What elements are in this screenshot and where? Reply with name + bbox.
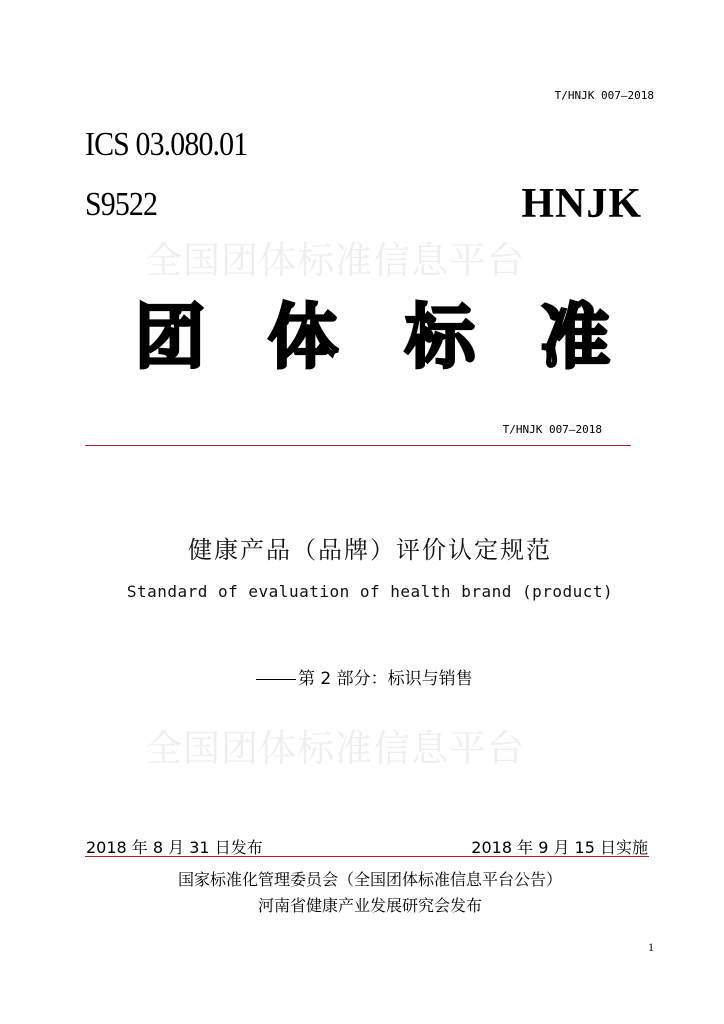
watermark-bottom: 全国团体标准信息平台 bbox=[145, 727, 525, 770]
standard-type-char-3: 标 bbox=[405, 296, 475, 378]
footer-divider bbox=[85, 856, 649, 857]
ccs-code: S9522 bbox=[85, 186, 158, 223]
brand-mark: HNJK bbox=[521, 181, 642, 227]
standard-type-char-4: 准 bbox=[540, 296, 610, 378]
title-english: Standard of evaluation of health brand (product) bbox=[126, 582, 614, 601]
watermark-top: 全国团体标准信息平台 bbox=[145, 239, 525, 282]
part-subtitle-text: 第 2 部分：标识与销售 bbox=[298, 669, 473, 689]
publish-date: 2018 年 8 月 31 日发布 bbox=[86, 838, 263, 857]
issuer-line-1: 国家标准化管理委员会（全国团体标准信息平台公告） bbox=[177, 870, 562, 889]
subtitle-dash bbox=[256, 679, 296, 680]
document-number: T/HNJK 007—2018 bbox=[502, 423, 602, 436]
document-number-top: T/HNJK 007—2018 bbox=[554, 89, 654, 102]
header-divider bbox=[85, 445, 631, 446]
part-subtitle bbox=[256, 664, 473, 689]
standard-type-char-2: 体 bbox=[268, 296, 338, 378]
standard-type-char-1: 团 bbox=[135, 296, 205, 378]
title-chinese: 健康产品（品牌）评价认定规范 bbox=[188, 536, 552, 564]
standard-type-heading bbox=[0, 294, 724, 380]
page-number: 1 bbox=[648, 940, 654, 954]
ics-code: ICS 03.080.01 bbox=[85, 126, 248, 163]
issuer-line-2: 河南省健康产业发展研究会发布 bbox=[257, 896, 482, 915]
implementation-date: 2018 年 9 月 15 日实施 bbox=[471, 838, 648, 857]
